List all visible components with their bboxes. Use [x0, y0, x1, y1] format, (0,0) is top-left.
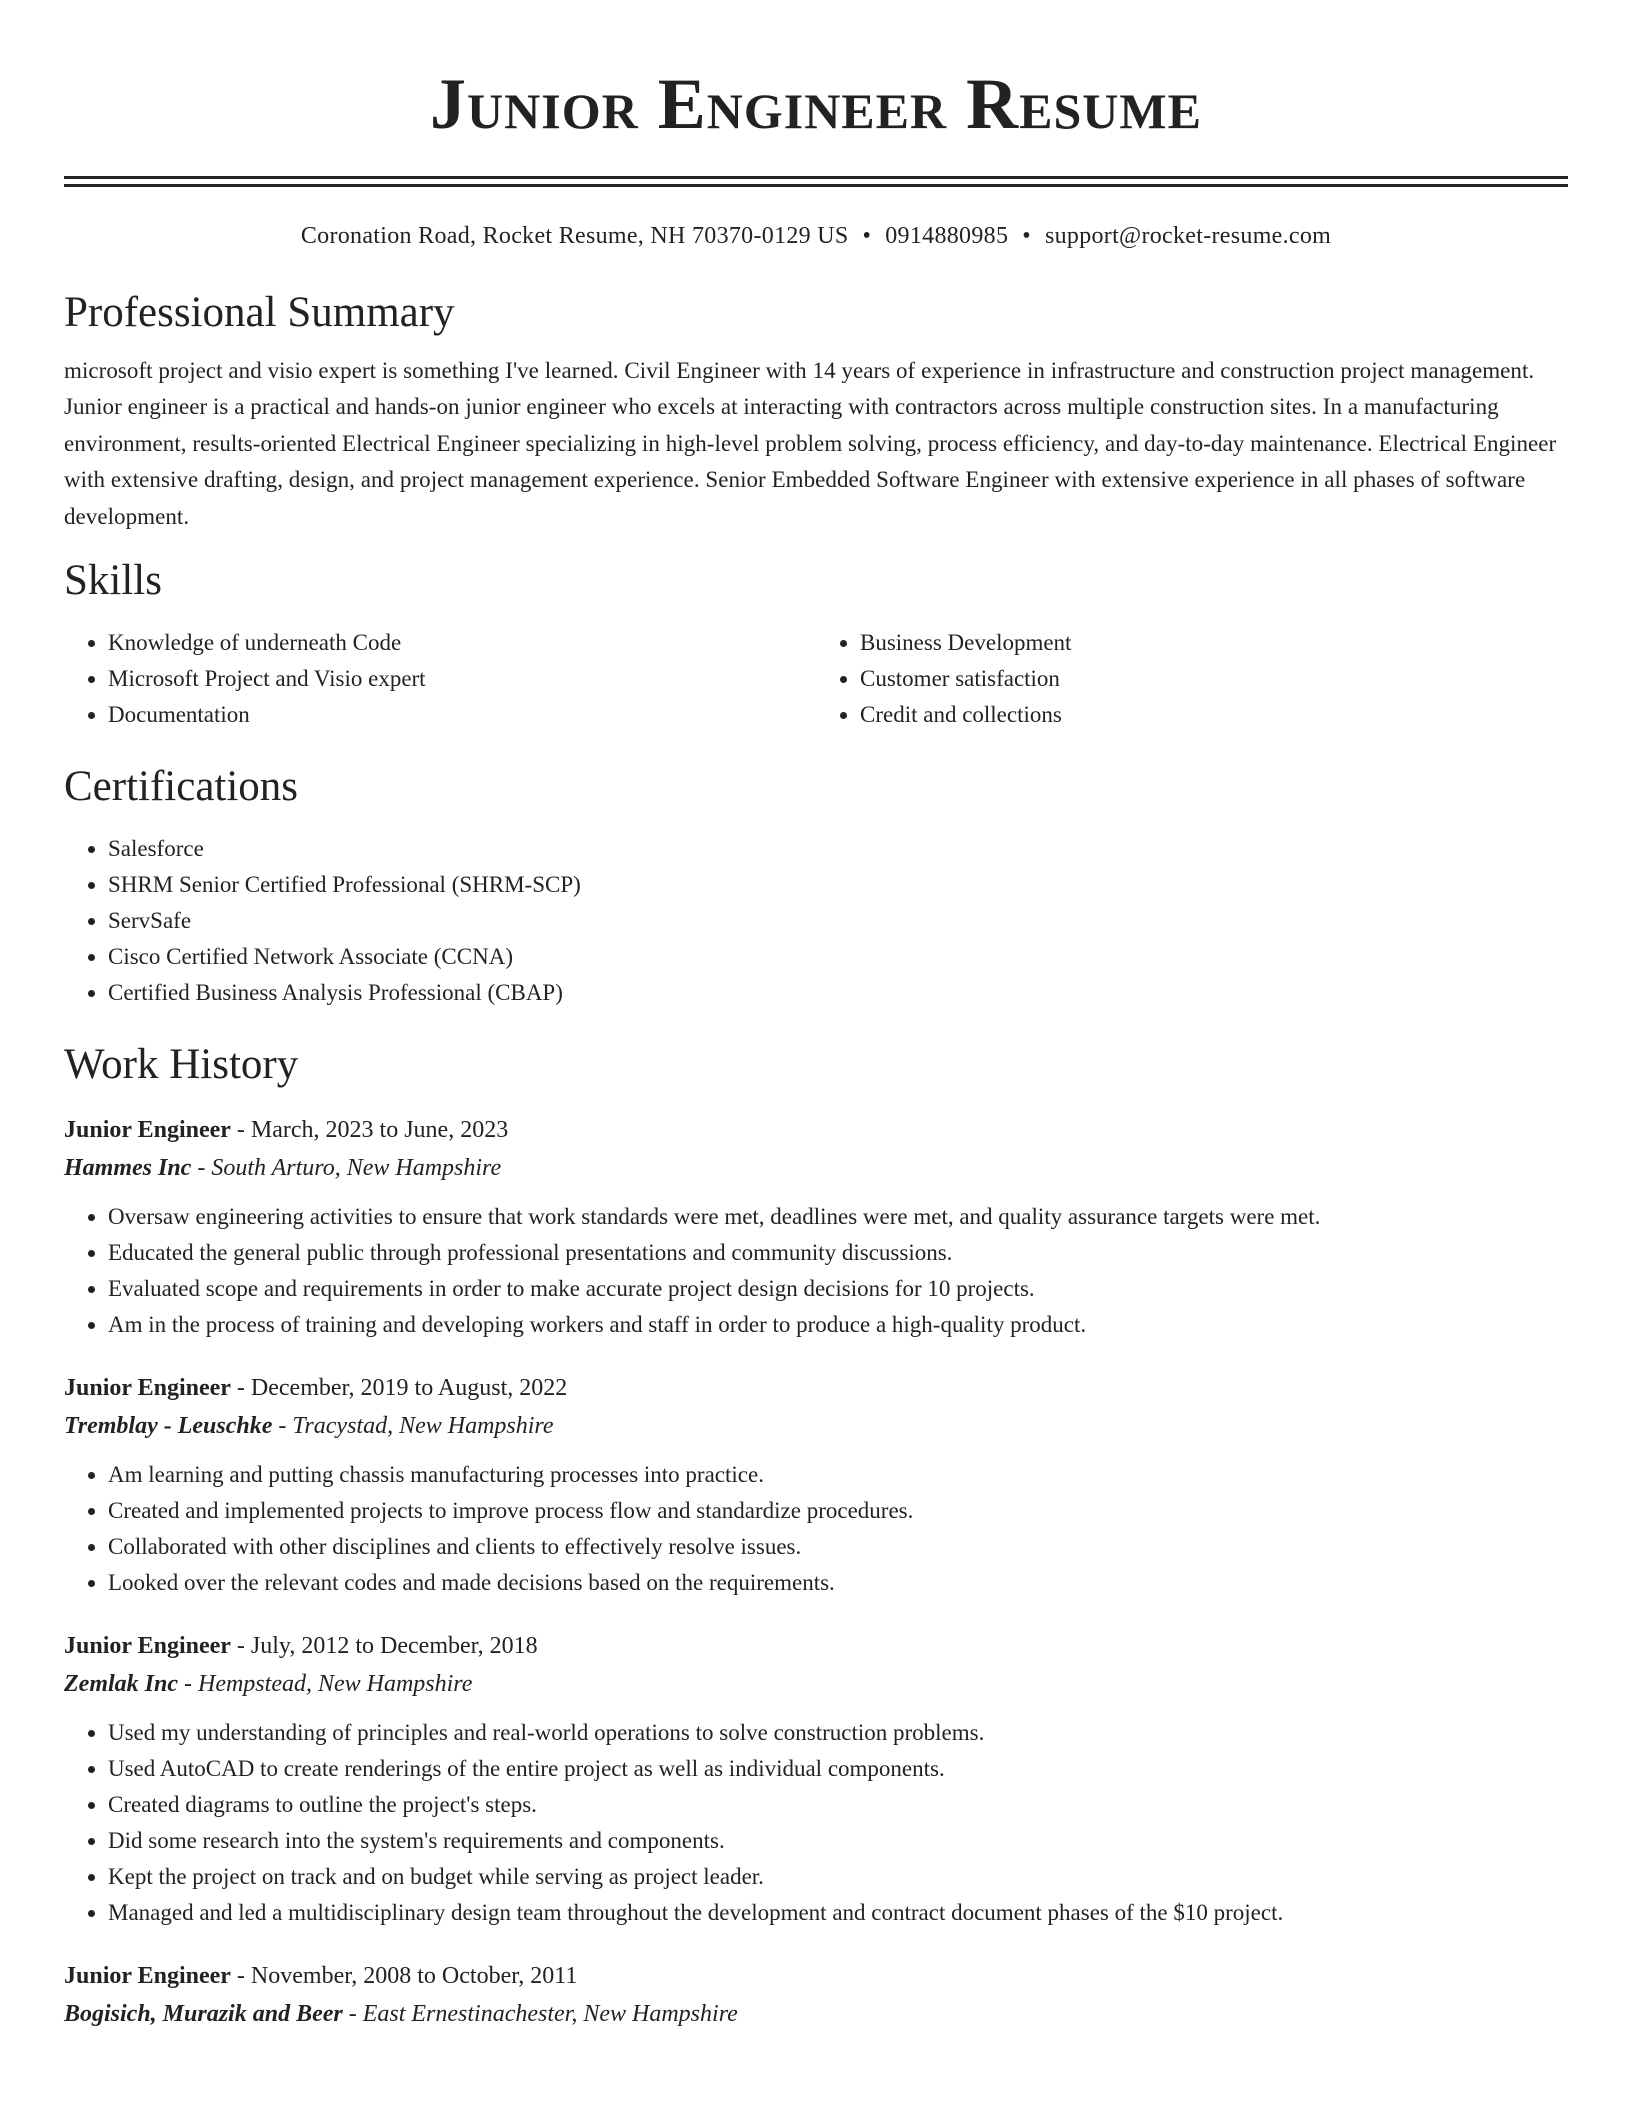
certifications-heading: Certifications	[64, 763, 299, 811]
job-title-line	[64, 1369, 1568, 1407]
certification-item: • SHRM Senior Certified Professional (SHRM-SCP)	[108, 867, 1568, 903]
job-company-line	[64, 1995, 1568, 2033]
skill-item: • Documentation	[108, 697, 816, 733]
job-bullet: • Did some research into the system's requirements and components.	[108, 1823, 1568, 1859]
skills-heading: Skills	[64, 557, 162, 605]
job-location: - Tracystad, New Hampshire	[272, 1413, 554, 1440]
job-entry	[64, 1957, 1568, 2033]
certification-item: • ServSafe	[108, 903, 1568, 939]
job-bullet: • Looked over the relevant codes and made decisions based on the requirements.	[108, 1565, 1568, 1601]
title-double-rule	[64, 176, 1568, 187]
job-bullet: • Oversaw engineering activities to ensure that work standards were met, deadlines were met, and quality assurance targets were met.	[108, 1199, 1568, 1235]
job-dates: - July, 2012 to December, 2018	[230, 1633, 538, 1660]
job-role: Junior Engineer	[64, 1117, 231, 1144]
skill-item: • Business Development	[860, 625, 1568, 661]
skill-item: • Customer satisfaction	[860, 661, 1568, 697]
summary-heading: Professional Summary	[64, 289, 455, 336]
job-title-line	[64, 1957, 1568, 1995]
job-company-line	[64, 1149, 1568, 1187]
job-bullet: • Educated the general public through professional presentations and community discussions.	[108, 1235, 1568, 1271]
job-bullet: • Kept the project on track and on budget while serving as project leader.	[108, 1859, 1568, 1895]
skill-item: • Microsoft Project and Visio expert	[108, 661, 816, 697]
job-role: Junior Engineer	[64, 1375, 231, 1402]
job-dates: - December, 2019 to August, 2022	[230, 1375, 568, 1402]
contact-address: Coronation Road, Rocket Resume, NH 70370-0129 US	[300, 223, 849, 249]
job-title-line	[64, 1111, 1568, 1149]
job-title-line	[64, 1627, 1568, 1665]
job-bullet: • Created diagrams to outline the project's steps.	[108, 1787, 1568, 1823]
job-bullet: • Collaborated with other disciplines and clients to effectively resolve issues.	[108, 1529, 1568, 1565]
certification-item: • Cisco Certified Network Associate (CCNA)	[108, 939, 1568, 975]
job-bullet: • Used AutoCAD to create renderings of the entire project as well as individual components.	[108, 1751, 1568, 1787]
job-bullet: • Am learning and putting chassis manufacturing processes into practice.	[108, 1457, 1568, 1493]
job-bullet: • Evaluated scope and requirements in order to make accurate project design decisions for 10 projects.	[108, 1271, 1568, 1307]
job-bullet: • Am in the process of training and developing workers and staff in order to produce a high-quality product.	[108, 1307, 1568, 1343]
summary-text: microsoft project and visio expert is something I've learned. Civil Engineer with 14 years of experience in infrastructure and construction project management. Junior engineer is a practical and hands-on junior engineer who excels at interacting with contractors across multiple construction sites. In a manufacturing environment, results-oriented Electrical Engineer specializing in high-level problem solving, process efficiency, and day-to-day maintenance. Electrical Engineer with extensive drafting, design, and project management experience. Senior Embedded Software Engineer with extensive experience in all phases of software development.	[64, 358, 1557, 529]
job-company: Zemlak Inc	[64, 1671, 178, 1698]
skill-item: • Knowledge of underneath Code	[108, 625, 816, 661]
job-bullets	[64, 1457, 1568, 1601]
job-company: Tremblay - Leuschke	[64, 1413, 273, 1440]
job-company-line	[64, 1665, 1568, 1703]
job-bullet: • Managed and led a multidisciplinary design team throughout the development and contract document phases of the $10 project.	[108, 1895, 1568, 1931]
work-history-heading: Work History	[64, 1041, 299, 1089]
certification-item: • Salesforce	[108, 831, 1568, 867]
job-location: - Hempstead, New Hampshire	[178, 1671, 473, 1698]
job-bullets	[64, 1199, 1568, 1343]
skills-left-list	[64, 625, 816, 733]
certification-item: • Certified Business Analysis Professional (CBAP)	[108, 975, 1568, 1011]
job-company-line	[64, 1407, 1568, 1445]
contact-separator: •	[862, 223, 872, 249]
skill-item: • Credit and collections	[860, 697, 1568, 733]
job-location: - East Ernestinachester, New Hampshire	[342, 2001, 738, 2028]
skills-columns	[64, 625, 1568, 733]
job-entry	[64, 1369, 1568, 1601]
job-dates: - March, 2023 to June, 2023	[230, 1117, 509, 1144]
job-bullet: • Created and implemented projects to improve process flow and standardize procedures.	[108, 1493, 1568, 1529]
contact-email: support@rocket-resume.com	[1044, 223, 1332, 249]
job-company: Bogisich, Murazik and Beer	[64, 2001, 343, 2028]
job-bullets	[64, 1715, 1568, 1931]
contact-line	[64, 221, 1568, 251]
job-entry	[64, 1627, 1568, 1931]
contact-separator: •	[1022, 223, 1031, 249]
job-role: Junior Engineer	[64, 1633, 231, 1660]
job-company: Hammes Inc	[64, 1155, 192, 1182]
job-dates: - November, 2008 to October, 2011	[230, 1963, 578, 1990]
resume-title: Junior Engineer Resume	[430, 64, 1202, 144]
contact-phone: 0914880985	[885, 223, 1009, 249]
job-bullet: • Used my understanding of principles and real-world operations to solve construction problems.	[108, 1715, 1568, 1751]
skills-right-list	[816, 625, 1568, 733]
certifications-list	[64, 831, 1568, 1011]
job-role: Junior Engineer	[64, 1963, 231, 1990]
job-entry	[64, 1111, 1568, 1343]
job-location: - South Arturo, New Hampshire	[191, 1155, 502, 1182]
